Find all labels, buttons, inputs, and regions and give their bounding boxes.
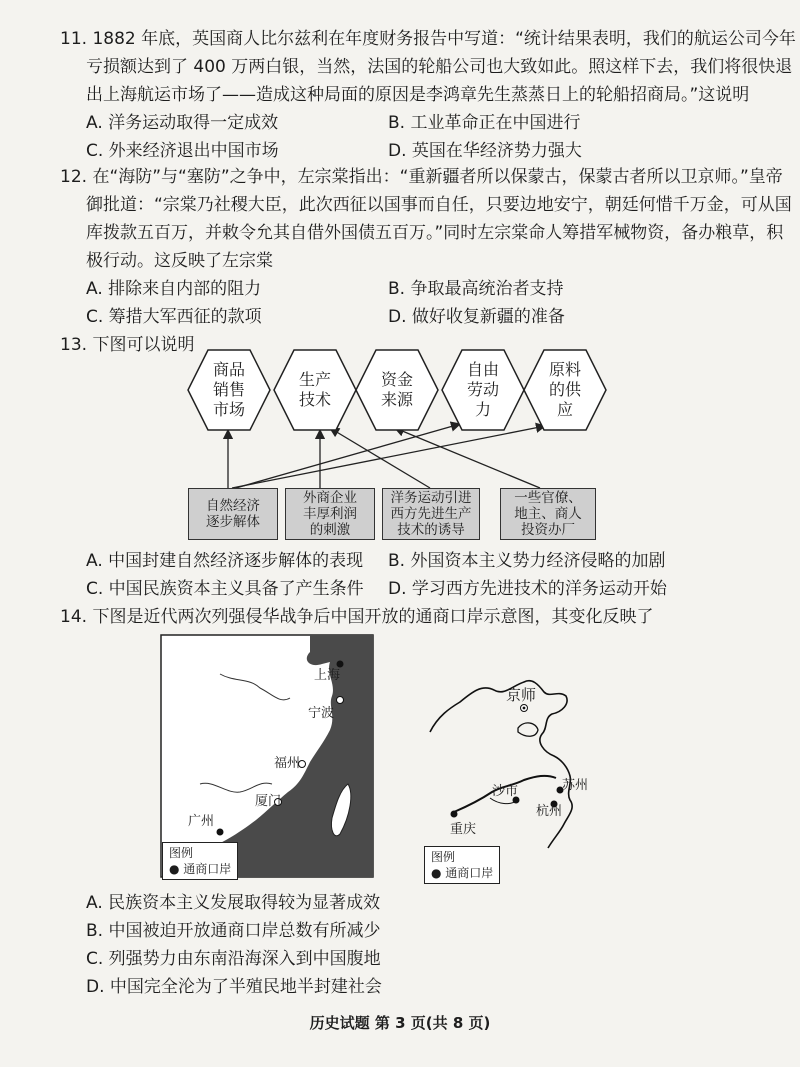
q13-hex-technology-label: 生产 技术 (298, 370, 331, 409)
q12-line-2: 御批道：“宗棠乃社稷大臣，此次西征以国事而自任，只要边地安宁，朝廷何惜千万金，可从国 (86, 195, 792, 215)
q14-map-2-legend-item (431, 865, 493, 881)
q13-option-a: A. 中国封建自然经济逐步解体的表现 (86, 551, 364, 571)
q13-stem: 13. 下图可以说明 (60, 335, 195, 355)
q12-line-3: 库拨款五百万，并敕令允其自借外国债五百万。”同时左宗棠命人筹措军械物资，备办粮草，积 (86, 223, 784, 243)
q11-option-d: D. 英国在华经济势力强大 (388, 141, 582, 161)
q13-hex-market-label: 商品 销售 市场 (212, 360, 245, 419)
q14-map-1 (160, 634, 374, 878)
q13-hex-capital-label: 资金 来源 (380, 370, 413, 409)
q14-map-1-port-guangzhou: 广州 (188, 814, 215, 829)
q11-line-2: 亏损额达到了 400 万两白银，当然，法国的轮船公司也大致如此。照这样下去，我们将很快退 (86, 57, 793, 77)
q13-hex-technology (272, 348, 358, 432)
q14-map-2-capital-jingshi: 京师 (506, 686, 537, 704)
q12-option-a: A. 排除来自内部的阻力 (86, 279, 262, 299)
q14-map-2-port-suzhou: 苏州 (562, 778, 589, 793)
q13-option-b: B. 外国资本主义势力经济侵略的加剧 (388, 551, 666, 571)
q11-option-c: C. 外来经济退出中国市场 (86, 141, 279, 161)
q14-map-1-port-fuzhou: 福州 (274, 756, 301, 771)
q11-line-1: 11. 1882 年底，英国商人比尔兹利在年度财务报告中写道：“统计结果表明，我们的航运公司今年 (60, 29, 796, 49)
q14-option-b: B. 中国被迫开放通商口岸总数有所减少 (86, 921, 381, 941)
q14-map-2-legend (424, 846, 500, 884)
q12-option-b: B. 争取最高统治者支持 (388, 279, 564, 299)
q12-option-d: D. 做好收复新疆的准备 (388, 307, 565, 327)
q14-map-1-legend (162, 842, 238, 880)
q14-map-1-legend-label: 通商口岸 (183, 862, 232, 876)
q14-map-2 (420, 672, 610, 884)
q13-hex-labor (440, 348, 526, 432)
q13-box-natural-economy: 自然经济 逐步解体 (188, 488, 278, 540)
q14-map-2-port-chongqing: 重庆 (450, 822, 477, 837)
q14-map-1-port-ningbo: 宁波 (308, 706, 335, 721)
q11-option-b: B. 工业革命正在中国进行 (388, 113, 581, 133)
q13-hex-materials (522, 348, 608, 432)
q13-hex-materials-label: 原料 的供 应 (548, 360, 581, 419)
q13-hex-market (186, 348, 272, 432)
q11-option-a: A. 洋务运动取得一定成效 (86, 113, 279, 133)
q14-map-1-legend-item (169, 861, 231, 877)
q14-map-1-port-shanghai: 上海 (314, 668, 341, 683)
q14-map-2-legend-label: 通商口岸 (445, 866, 494, 880)
q14-map-1-port-xiamen: 厦门 (255, 794, 282, 809)
q12-option-c: C. 筹措大军西征的款项 (86, 307, 262, 327)
q14-option-c: C. 列强势力由东南沿海深入到中国腹地 (86, 949, 381, 969)
port-dot-icon: ● (169, 862, 184, 876)
q12-line-1: 12. 在“海防”与“塞防”之争中，左宗棠指出：“重新疆者所以保蒙古，保蒙古者所以卫京师。”皇帝 (60, 167, 783, 187)
q12-line-4: 极行动。这反映了左宗棠 (86, 251, 273, 271)
q13-box-foreign-profit: 外商企业 丰厚利润 的刺激 (285, 488, 375, 540)
q13-box-westernization: 洋务运动引进 西方先进生产 技术的诱导 (382, 488, 480, 540)
port-dot-icon: ● (431, 866, 446, 880)
q11-line-3: 出上海航运市场了——造成这种局面的原因是李鸿章先生蒸蒸日上的轮船招商局。”这说明 (86, 85, 750, 105)
q14-map-2-port-hangzhou: 杭州 (536, 804, 563, 819)
q13-hex-capital (354, 348, 440, 432)
q14-option-a: A. 民族资本主义发展取得较为显著成效 (86, 893, 381, 913)
q13-box-investors: 一些官僚、 地主、商人 投资办厂 (500, 488, 596, 540)
q13-hex-labor-label: 自由 劳动 力 (466, 360, 499, 419)
q13-option-d: D. 学习西方先进技术的洋务运动开始 (388, 579, 667, 599)
q14-map-1-legend-title: 图例 (169, 846, 194, 860)
q14-option-d: D. 中国完全沦为了半殖民地半封建社会 (86, 977, 382, 997)
page-footer: 历史试题 第 3 页(共 8 页) (309, 1014, 491, 1032)
q13-option-c: C. 中国民族资本主义具备了产生条件 (86, 579, 364, 599)
q14-map-2-port-shashi: 沙市 (492, 784, 519, 799)
q14-map-2-legend-title: 图例 (431, 850, 456, 864)
q14-stem: 14. 下图是近代两次列强侵华战争后中国开放的通商口岸示意图，其变化反映了 (60, 607, 654, 627)
